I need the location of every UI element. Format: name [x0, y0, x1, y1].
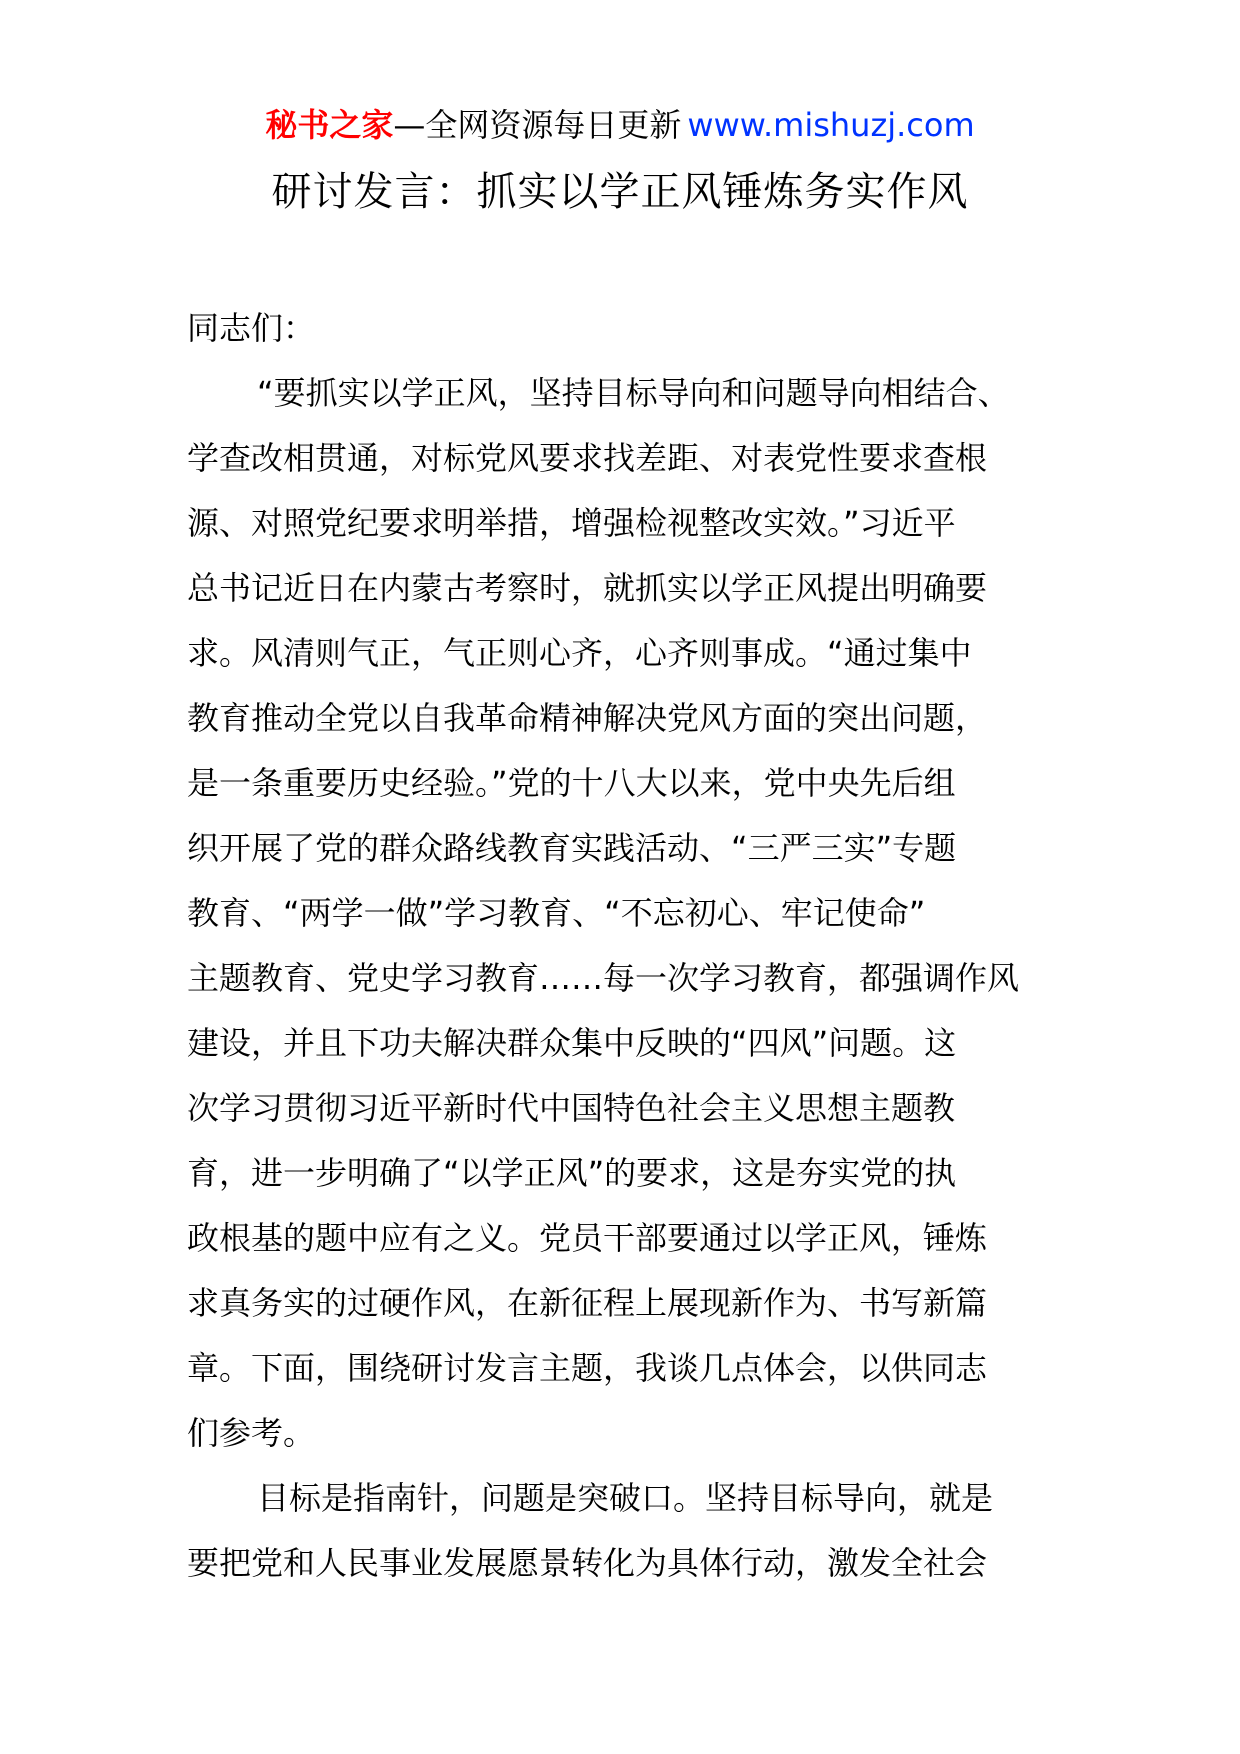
text-line: 学查改相贯通，对标党风要求找差距、对表党性要求查根 — [187, 439, 988, 477]
paragraph-1 — [187, 361, 1067, 1466]
text-line: 次学习贯彻习近平新时代中国特色社会主义思想主题教 — [187, 1089, 956, 1127]
brand-name: 秘书之家 — [265, 106, 394, 144]
site-url[interactable]: www.mishuzj.com — [687, 106, 975, 144]
text-line: 教育、“两学一做”学习教育、“不忘初心、牢记使命” — [187, 894, 926, 932]
text-line: 政根基的题中应有之义。党员干部要通过以学正风，锤炼 — [187, 1219, 988, 1257]
site-header — [0, 100, 1240, 150]
text-line: 教育推动全党以自我革命精神解决党风方面的突出问题， — [187, 699, 988, 737]
text-line: 育，进一步明确了“以学正风”的要求，这是夯实党的执 — [187, 1154, 957, 1192]
text-line: 是一条重要历史经验。”党的十八大以来，党中央先后组 — [187, 764, 956, 802]
text-line: 建设，并且下功夫解决群众集中反映的“四风”问题。这 — [187, 1024, 957, 1062]
text-line: 要把党和人民事业发展愿景转化为具体行动，激发全社会 — [187, 1544, 988, 1582]
text-line: 求真务实的过硬作风，在新征程上展现新作为、书写新篇 — [187, 1284, 988, 1322]
text-line: “要抓实以学正风，坚持目标导向和问题导向相结合、 — [257, 374, 1010, 412]
document-title: 研讨发言：抓实以学正风锤炼务实作风 — [271, 169, 969, 215]
document-body — [187, 296, 1067, 1596]
salutation: 同志们： — [187, 309, 316, 347]
text-line: 主题教育、党史学习教育……每一次学习教育，都强调作风 — [187, 959, 1020, 997]
text-line: 目标是指南针，问题是突破口。坚持目标导向，就是 — [257, 1479, 994, 1517]
text-line: 总书记近日在内蒙古考察时，就抓实以学正风提出明确要 — [187, 569, 988, 607]
text-line: 源、对照党纪要求明举措，增强检视整改实效。”习近平 — [187, 504, 956, 542]
paragraph-2 — [187, 1466, 1067, 1596]
header-tagline: —全网资源每日更新 — [393, 106, 682, 144]
text-line: 求。风清则气正，气正则心齐，心齐则事成。“通过集中 — [187, 634, 972, 672]
text-line: 们参考。 — [187, 1414, 316, 1452]
text-line: 章。下面，围绕研讨发言主题，我谈几点体会，以供同志 — [187, 1349, 988, 1387]
text-line: 织开展了党的群众路线教育实践活动、“三严三实”专题 — [187, 829, 957, 867]
